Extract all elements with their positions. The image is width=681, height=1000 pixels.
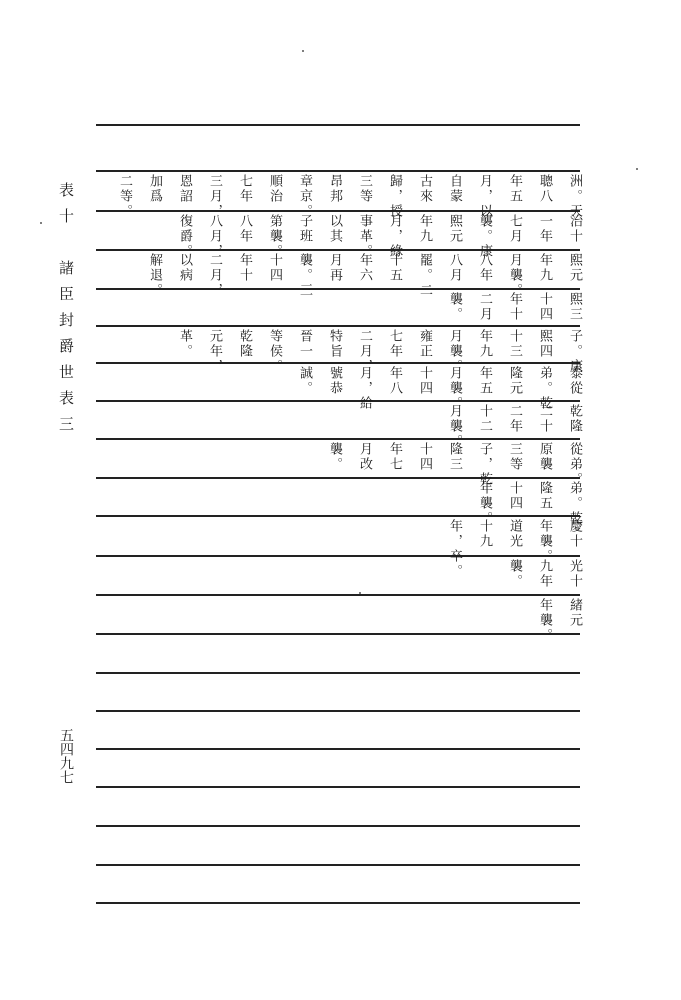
table-cell: 十五 (387, 253, 402, 283)
table-cell: 治十 (567, 214, 582, 244)
table-cell: 三等 (357, 174, 372, 204)
table-cell: 年襲。 (537, 519, 552, 564)
table-cell: 道光 (507, 519, 522, 549)
table-cell: 八月， (207, 214, 222, 259)
table-cell: 月襲。 (447, 366, 462, 411)
table-cell: 十四 (417, 442, 432, 472)
table-cell: 襲。三 (297, 253, 312, 298)
table-cell: 光十 (567, 559, 582, 589)
table-cell: 年七 (387, 442, 402, 472)
table-cell: 泰從 (567, 366, 582, 396)
table-cell: 古來 (417, 174, 432, 204)
table-cell: 七月 (507, 214, 522, 244)
table-cell: 年八 (387, 366, 402, 396)
table-cell: 熙元 (567, 253, 582, 283)
table-cell: 隆三 (447, 442, 462, 472)
rule-line (96, 864, 580, 866)
table-cell: 年襲。 (537, 598, 552, 643)
table-cell: 月襲。 (447, 404, 462, 449)
table-cell: 等侯。 (267, 329, 282, 374)
table-cell: 襲。 (447, 292, 462, 322)
table-cell: 年九 (417, 214, 432, 244)
table-cell: 雍正 (417, 329, 432, 359)
table-cell: 年五 (507, 174, 522, 204)
scan-speck (40, 222, 42, 224)
table-cell: 第襲。 (267, 214, 282, 259)
table-cell: 晉一 (297, 329, 312, 359)
table-cell: 年十 (507, 292, 522, 322)
table-cell: 十四 (417, 366, 432, 396)
table-cell: 七年 (237, 174, 252, 204)
rule-line (96, 825, 580, 827)
table-cell: 襲。 (327, 442, 342, 472)
table-cell: 聰八 (537, 174, 552, 204)
table-cell: 誠。 (297, 366, 312, 396)
table-cell: 三等 (507, 442, 522, 472)
table-cell: 十九 (477, 519, 492, 549)
rule-line (96, 633, 580, 635)
table-title: 表十 諸臣封爵世表三 (57, 182, 75, 442)
table-cell: 緒元 (567, 598, 582, 628)
table-cell: 乾隆 (237, 329, 252, 359)
table-cell: 二月， (207, 253, 222, 298)
table-cell: 二等。 (117, 174, 132, 219)
table-cell: 月再 (327, 253, 342, 283)
table-cell: 年十 (237, 253, 252, 283)
table-cell: 子，乾 (477, 442, 492, 487)
table-cell: 隆元 (507, 366, 522, 396)
rule-line (96, 710, 580, 712)
table-cell: 革。 (177, 329, 192, 359)
table-cell: 熙三 (567, 292, 582, 322)
table-cell: 子。康 (567, 329, 582, 374)
table-cell: 年九 (537, 253, 552, 283)
table-cell: 熙元 (447, 214, 462, 244)
table-cell: 從弟。 (567, 442, 582, 487)
table-cell: 襲。康 (477, 214, 492, 259)
page-number: 五四九七 (58, 728, 74, 784)
table-cell: 二年 (507, 404, 522, 434)
table-cell: 月襲。 (507, 253, 522, 298)
table-cell: 八年 (237, 214, 252, 244)
table-cell: 弟。乾 (537, 366, 552, 411)
rule-line (96, 786, 580, 788)
table-cell: 昂邦 (327, 174, 342, 204)
rule-line (96, 672, 580, 674)
table-cell: 慶十 (567, 519, 582, 549)
rule-line (96, 362, 580, 364)
table-cell: 年，卒。 (447, 519, 462, 579)
table-cell: 加爲 (147, 174, 162, 204)
table-cell: 順治 (267, 174, 282, 204)
table-cell: 事革。 (357, 214, 372, 259)
table-cell: 原襲 (537, 442, 552, 472)
scan-speck (636, 168, 638, 170)
table-cell: 恩詔 (177, 174, 192, 204)
table-cell: 元年， (207, 329, 222, 374)
table-cell: 十四 (267, 253, 282, 283)
rule-line (96, 477, 580, 479)
table-cell: 襲。 (507, 559, 522, 589)
table-cell: 月，給 (357, 366, 372, 411)
table-cell: 歸，授 (387, 174, 402, 219)
table-cell: 三月， (207, 174, 222, 219)
table-cell: 月，緣 (387, 214, 402, 259)
table-cell: 月改 (357, 442, 372, 472)
table-cell: 子班 (297, 214, 312, 244)
rule-line (96, 210, 580, 212)
table-cell: 年九 (477, 329, 492, 359)
rule-line (96, 438, 580, 440)
rule-line (96, 902, 580, 904)
table-cell: 月，以 (477, 174, 492, 219)
table-cell: 洲。天 (567, 174, 582, 219)
table-cell: 月襲。 (447, 329, 462, 374)
rule-line (96, 400, 580, 402)
scan-speck (359, 592, 361, 594)
table-cell: 年五 (477, 366, 492, 396)
table-cell: 以病 (177, 253, 192, 283)
rule-line (96, 748, 580, 750)
table-cell: 罷。二 (417, 253, 432, 298)
table-cell: 以其 (327, 214, 342, 244)
table-cell: 十四 (507, 481, 522, 511)
rule-line (96, 594, 580, 596)
table-cell: 乾隆 (567, 404, 582, 434)
table-cell: 七年 (387, 329, 402, 359)
table-cell: 八月 (447, 253, 462, 283)
table-cell: 自蒙 (447, 174, 462, 204)
rule-line (96, 325, 580, 327)
table-cell: 復爵。 (177, 214, 192, 259)
rule-line (96, 555, 580, 557)
table-cell: 解退。 (147, 253, 162, 298)
table-cell: 十三 (507, 329, 522, 359)
table-cell: 九年 (537, 559, 552, 589)
table-cell: 年襲。 (477, 481, 492, 526)
rule-line (96, 124, 580, 126)
scan-speck (302, 50, 304, 52)
table-cell: 年六 (357, 253, 372, 283)
table-cell: 十二 (477, 404, 492, 434)
table-cell: 熙四 (537, 329, 552, 359)
table-cell: 二十 (537, 404, 552, 434)
table-cell: 號恭 (327, 366, 342, 396)
table-cell: 二月， (357, 329, 372, 374)
table-cell: 一年 (537, 214, 552, 244)
rule-line (96, 170, 580, 172)
table-cell: 弟。乾 (567, 481, 582, 526)
table-cell: 隆五 (537, 481, 552, 511)
table-cell: 十四 (537, 292, 552, 322)
table-cell: 章京。 (297, 174, 312, 219)
table-cell: 八年 (477, 253, 492, 283)
table-cell: 二月 (477, 292, 492, 322)
rule-line (96, 515, 580, 517)
table-cell: 特旨 (327, 329, 342, 359)
